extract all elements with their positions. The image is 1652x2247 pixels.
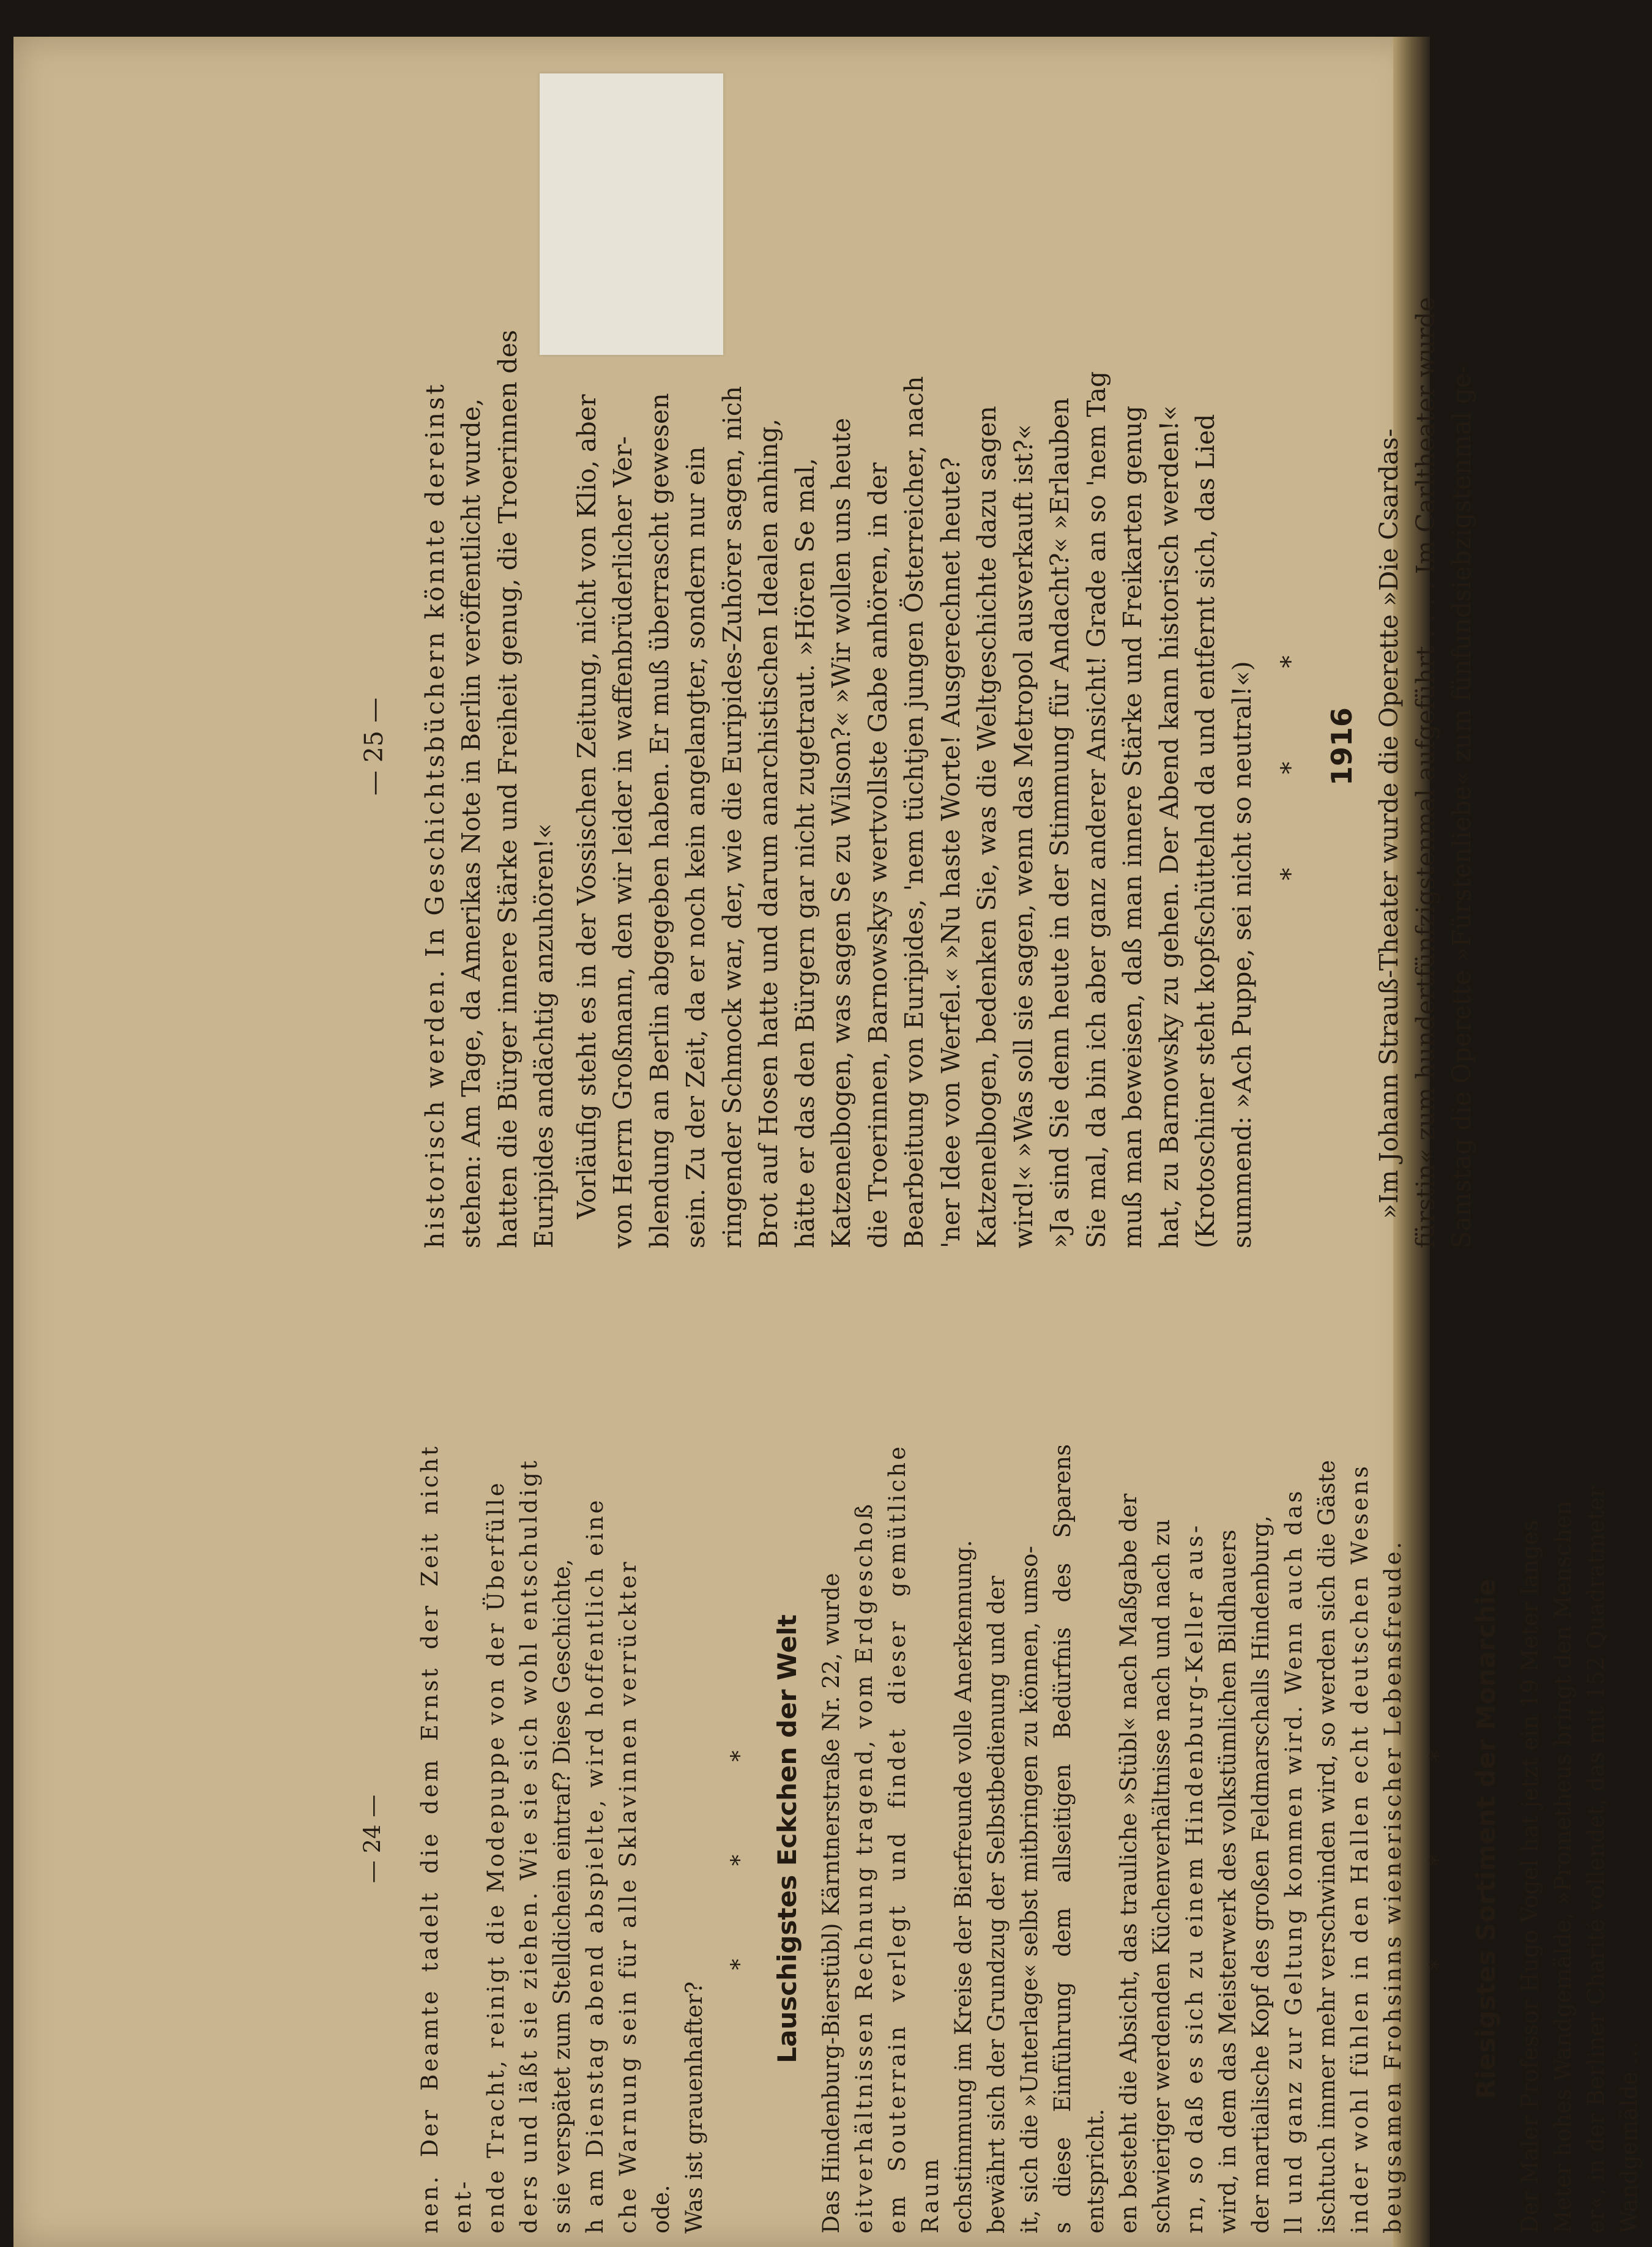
text-line: Das Hindenburg-Bierstübl) Kärntnerstraße Nr. 22, wurde	[818, 1573, 844, 2234]
text-line: che Warnung sein für alle Sklavinnen verrückter	[615, 1559, 641, 2234]
text-line: »Im Johann Strauß-Theater wurde die Operette »Die Csardas-	[1374, 428, 1404, 1219]
page-number-25: — 25 —	[359, 697, 389, 796]
text-line: Der Maler Professor Hugo Vogel hat jetzt ein 19 Meter langes	[1517, 1519, 1543, 2234]
text-line: hätte er das den Bürgern gar nicht zugetraut. »Hören Se mal,	[790, 458, 820, 1248]
page-25-paragraph-1	[417, 245, 563, 1248]
text-line: schwieriger werdenden Küchenverhältnisse nach und nach zu	[1148, 1519, 1175, 2234]
text-line: eitverhältnissen Rechnung tragend, vom Erdgeschoß	[851, 1502, 877, 2234]
text-line: ode.	[648, 2185, 674, 2234]
text-line: ll und ganz zur Geltung kommen wird. Wenn auch das	[1281, 1488, 1307, 2234]
text-line: s diese Einführung dem allseitigen Bedürfnis des Sparens entspricht.	[1049, 1444, 1109, 2234]
text-line: »Ja sind Sie denn heute in der Stimmung für Andacht?« »Erlauben	[1045, 397, 1074, 1248]
text-line: Samstag die Operette »Fürstenliebe« zum fünfundsiebzigstenmal ge-	[1447, 364, 1476, 1248]
text-line: Katzenelbogen, bedenken Sie, was die Weltgeschichte dazu sagen	[972, 406, 1002, 1248]
page-25-paragraph-3	[1371, 245, 1481, 1248]
section-divider-stars: * * *	[726, 1707, 753, 1970]
page-25-paragraph-2	[569, 245, 1261, 1248]
text-line: Katzenelbogen, was sagen Se zu Wilson?« »Wir wollen uns heute	[827, 417, 856, 1248]
text-line: h am Dienstag abend abspielte, wird hoffentlich eine	[582, 1497, 608, 2234]
text-line: ringender Schmock war, der, wie die Euripides-Zuhörer sagen, nich	[717, 386, 747, 1248]
text-line: nen. Der Beamte tadelt die dem Ernst der Zeit nicht ent-	[417, 1444, 476, 2234]
section-divider-stars: * * *	[1425, 1707, 1451, 1970]
text-line: ders und läßt sie ziehen. Wie sie sich wohl entschuldigt	[516, 1458, 542, 2234]
text-line: sein. Zu der Zeit, da er noch kein angelangter, sondern nur ein	[681, 446, 710, 1248]
text-line: Wandgemälde …	[1616, 2041, 1642, 2234]
text-line: Meter hohes Wandgemälde, »Prometheus bringt den Menschen	[1550, 1500, 1576, 2234]
text-line: die Troerinnen, Barnowskys wertvollste Gabe anhören, in der	[863, 462, 893, 1248]
text-line: er«, in der Berliner Charité vollendet, das mit 152 Quadratmeter	[1583, 1486, 1609, 2234]
text-line: Euripides andächtig anzuhören!«	[529, 823, 559, 1248]
text-line: ende Tracht, reinigt die Modepuppe von der Überfülle	[483, 1480, 509, 2234]
text-line: bewährt sich der Grundzug der Selbstbedienung und der	[983, 1576, 1010, 2234]
text-line: em Souterrain verlegt und findet dieser gemütliche Raum	[884, 1444, 943, 2234]
text-line: rn, so daß es sich zu einem Hindenburg-Keller aus-	[1181, 1522, 1208, 2234]
page-24-section-1	[815, 1444, 1410, 2234]
section-heading-riesigstes: Riesigstes Sortiment der Monarchie	[1471, 1578, 1501, 2100]
text-line: beugsamen Frohsinns wienerischer Lebensfreude.	[1380, 1539, 1406, 2234]
text-line: Was ist grauenhafter?	[681, 1981, 707, 2234]
section-heading-1916: 1916	[1325, 707, 1358, 786]
text-line: hat, zu Barnowsky zu gehen. Der Abend kann historisch werden!«	[1154, 405, 1184, 1248]
text-line: echstimmung im Kreise der Bierfreunde volle Anerkennung.	[950, 1540, 977, 2234]
page-24-intro	[414, 1444, 711, 2234]
text-line: der martialische Kopf des großen Feldmarschalls Hindenburg,	[1248, 1515, 1274, 2234]
text-line: historisch werden. In Geschichtsbüchern könnte dereinst	[420, 382, 450, 1248]
text-line: (Krotoschiner steht kopfschüttelnd da und entfernt sich, das Lied	[1191, 414, 1220, 1248]
text-line: it, sich die »Unterlage« selbst mitbringen zu können, umso-	[1016, 1546, 1043, 2234]
page-25-column	[356, 245, 1487, 1248]
section-heading-lauschigstes: Lauschigstes Eckchen der Welt	[772, 1614, 802, 2063]
text-line: Brot auf Hosen hatte und darum anarchistischen Idealen anhing,	[754, 418, 783, 1248]
page-number-24: — 24 —	[359, 1794, 385, 1884]
text-line: inder wohl fühlen in den Hallen echt deutschen Wesens	[1347, 1464, 1373, 2234]
scanned-book-spread	[13, 37, 1642, 2247]
text-line: fürstin« zum hundertfünfzigstenmal aufgeführt . . . . Im Carltheater wurde	[1410, 297, 1440, 1248]
text-line: wird, in dem das Meisterwerk des volkstümlichen Bildhauers	[1215, 1529, 1241, 2234]
text-line: hatten die Bürger innere Stärke und Freiheit genug, die Troerinnen des	[493, 329, 523, 1248]
text-line: s sie verspätet zum Stelldichein eintraf? Diese Geschichte,	[549, 1559, 575, 2234]
text-line: ischtuch immer mehr verschwinden wird, so werden sich die Gäste	[1314, 1459, 1340, 2234]
text-line: Vorläufig steht es in der Vossischen Zeitung, nicht von Klio, aber	[571, 394, 601, 1219]
text-line: stehen: Am Tage, da Amerikas Note in Berlin veröffentlicht wurde,	[456, 398, 486, 1248]
text-line: en besteht die Absicht, das trauliche »Stübl« nach Maßgabe der	[1115, 1493, 1142, 2234]
text-line: blendung an Berlin abgegeben haben. Er muß überrascht gewesen	[644, 393, 674, 1248]
text-line: 'ner Idee von Werfel.« »Nu haste Worte! Ausgerechnet heute?	[936, 457, 966, 1248]
text-line: wird!« »Was soll sie sagen, wenn das Metropol ausverkauft ist?«	[1008, 424, 1038, 1248]
text-line: Bearbeitung von Euripides, 'nem tüchtjen jungen Österreicher, nach	[899, 376, 929, 1248]
text-line: summend: »Ach Puppe, sei nicht so neutral!«)	[1227, 661, 1257, 1248]
page-24-section-2	[1514, 1444, 1646, 2234]
text-line: muß man beweisen, daß man innere Stärke und Freikarten genug	[1118, 405, 1147, 1248]
page-24-column	[356, 1444, 1652, 2234]
text-line: von Herrn Großmann, den wir leider in waffenbrüderlicher Ver-	[608, 436, 638, 1248]
section-divider-stars: * * *	[1276, 613, 1305, 881]
text-line: Sie mal, da bin ich aber ganz anderer Ansicht! Grade an so 'nem Tag	[1081, 371, 1111, 1248]
